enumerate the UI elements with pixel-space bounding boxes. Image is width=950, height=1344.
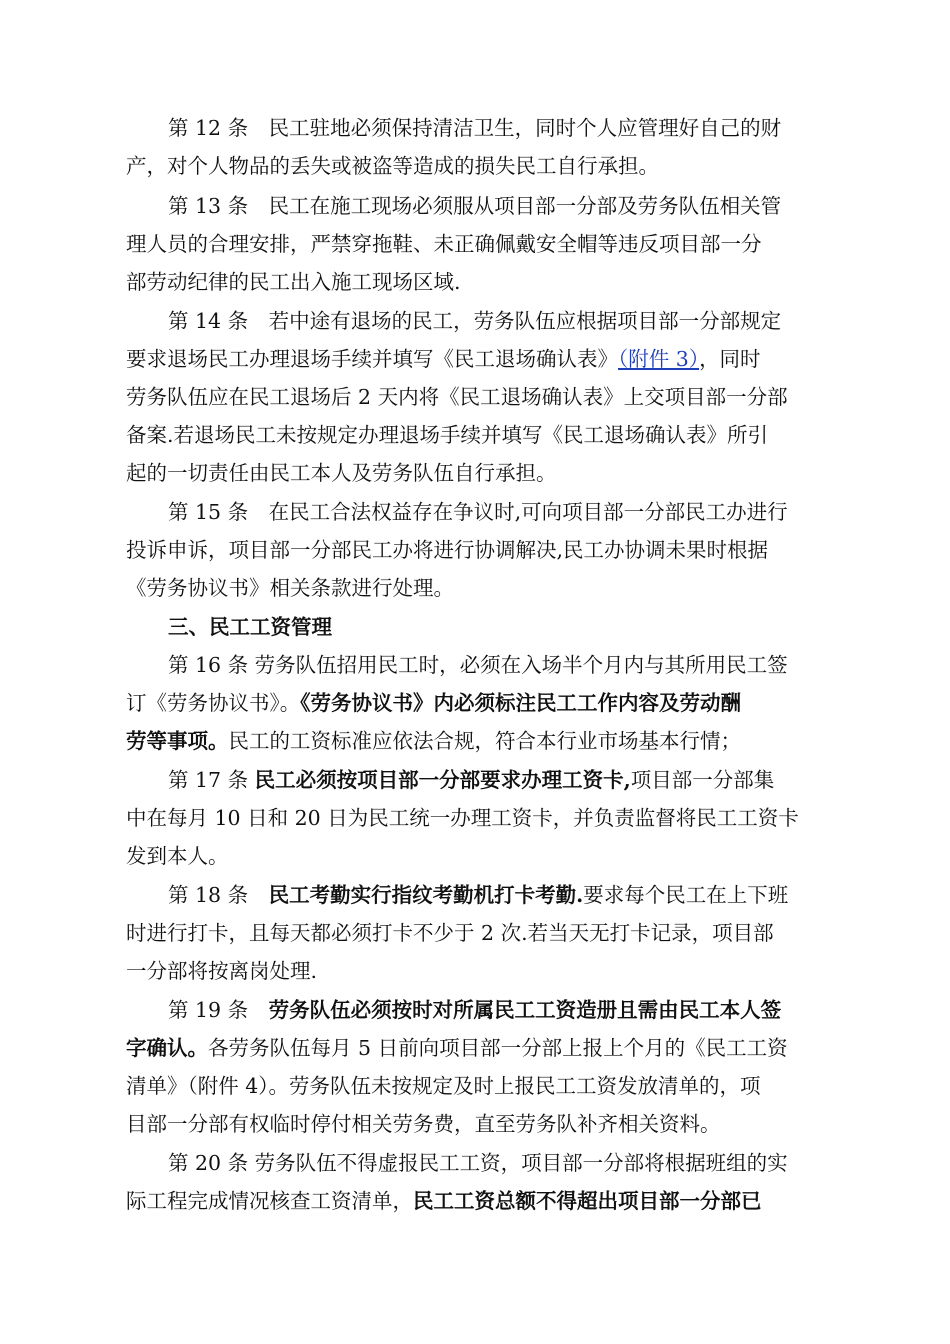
article-14-line-2-text: 要求退场民工办理退场手续并填写《民工退场确认表》 (126, 347, 618, 371)
article-15-line-1: 第 15 条 在民工合法权益存在争议时,可向项目部一分部民工办进行 (168, 500, 788, 524)
article-19-line-2 (126, 1029, 788, 1067)
article-14-line-5: 起的一切责任由民工本人及劳务队伍自行承担。 (126, 461, 557, 485)
article-18-line-1-text: 要求每个民工在上下班 (583, 883, 789, 907)
article-16-line-1: 第 16 条 劳务队伍招用民工时，必须在入场半个月内与其所用民工签 (168, 653, 788, 677)
article-16-line-2-bold: 《劳务协议书》内必须标注民工工作内容及劳动酬 (300, 691, 741, 715)
article-16-line-3-bold: 劳等事项。 (126, 729, 229, 753)
article-16-line-2-text: 订《劳务协议书》。 (126, 691, 301, 715)
article-17-line-3: 发到本人。 (126, 844, 229, 868)
article-14-line-4: 备案.若退场民工未按规定办理退场手续并填写《民工退场确认表》所引 (126, 423, 769, 447)
article-12-line-2: 产，对个人物品的丢失或被盗等造成的损失民工自行承担。 (126, 154, 659, 178)
article-20-line-2-text: 际工程完成情况核查工资清单， (126, 1189, 413, 1213)
article-14-line-2 (126, 340, 761, 378)
article-13-line-1: 第 13 条 民工在施工现场必须服从项目部一分部及劳务队伍相关管 (168, 194, 782, 218)
article-14-line-2-tail: ，同时 (699, 347, 761, 371)
article-19-line-1 (168, 991, 781, 1029)
article-16-line-3 (126, 722, 741, 760)
article-15-line-2: 投诉申诉，项目部一分部民工办将进行协调解决,民工办协调未果时根据 (126, 538, 769, 562)
article-12-line-1: 第 12 条 民工驻地必须保持清洁卫生，同时个人应管理好自己的财 (168, 116, 782, 140)
article-20-line-1: 第 20 条 劳务队伍不得虚报民工工资，项目部一分部将根据班组的实 (168, 1151, 788, 1175)
article-16-line-2 (126, 684, 741, 722)
article-15-line-3: 《劳务协议书》相关条款进行处理。 (126, 576, 454, 600)
article-18-line-1 (168, 876, 788, 914)
article-18-line-2: 时进行打卡，且每天都必须打卡不少于 2 次.若当天无打卡记录，项目部 (126, 921, 774, 945)
article-19-line-4: 目部一分部有权临时停付相关劳务费，直至劳务队补齐相关资料。 (126, 1112, 721, 1136)
article-18-line-1-bold: 民工考勤实行指纹考勤机打卡考勤. (268, 883, 584, 907)
article-19-line-3: 清单》（附件 4）。劳务队伍未按规定及时上报民工工资发放清单的，项 (126, 1074, 761, 1098)
article-13-line-3: 部劳动纪律的民工出入施工现场区域. (126, 270, 461, 294)
article-17-label: 第 17 条 (168, 768, 255, 792)
article-17-line-1 (168, 761, 774, 799)
article-14-line-3: 劳务队伍应在民工退场后 2 天内将《民工退场确认表》上交项目部一分部 (126, 385, 788, 409)
article-19-line-2-text: 各劳务队伍每月 5 日前向项目部一分部上报上个月的《民工工资 (208, 1036, 788, 1060)
article-17-line-2: 中在每月 10 日和 20 日为民工统一办理工资卡，并负责监督将民工工资卡 (126, 806, 799, 830)
article-19-line-2-bold: 字确认。 (126, 1036, 208, 1060)
article-17-line-1-bold: 民工必须按项目部一分部要求办理工资卡, (254, 768, 631, 792)
article-19-label: 第 19 条 (168, 998, 269, 1022)
attachment-3-link[interactable]: （附件 3） (618, 347, 700, 371)
article-20-line-2 (126, 1182, 762, 1220)
article-19-line-1-bold: 劳务队伍必须按时对所属民工工资造册且需由民工本人签 (268, 998, 782, 1022)
article-13-line-2: 理人员的合理安排，严禁穿拖鞋、未正确佩戴安全帽等违反项目部一分 (126, 232, 762, 256)
article-18-line-3: 一分部将按离岗处理. (126, 959, 318, 983)
article-18-label: 第 18 条 (168, 883, 269, 907)
section-heading: 三、民工工资管理 (168, 615, 332, 639)
article-14-line-1: 第 14 条 若中途有退场的民工，劳务队伍应根据项目部一分部规定 (168, 309, 782, 333)
article-20-line-2-bold: 民工工资总额不得超出项目部一分部已 (413, 1189, 762, 1213)
article-16-line-3-text: 民工的工资标准应依法合规，符合本行业市场基本行情； (228, 729, 741, 753)
article-17-line-1-text: 项目部一分部集 (630, 768, 775, 792)
